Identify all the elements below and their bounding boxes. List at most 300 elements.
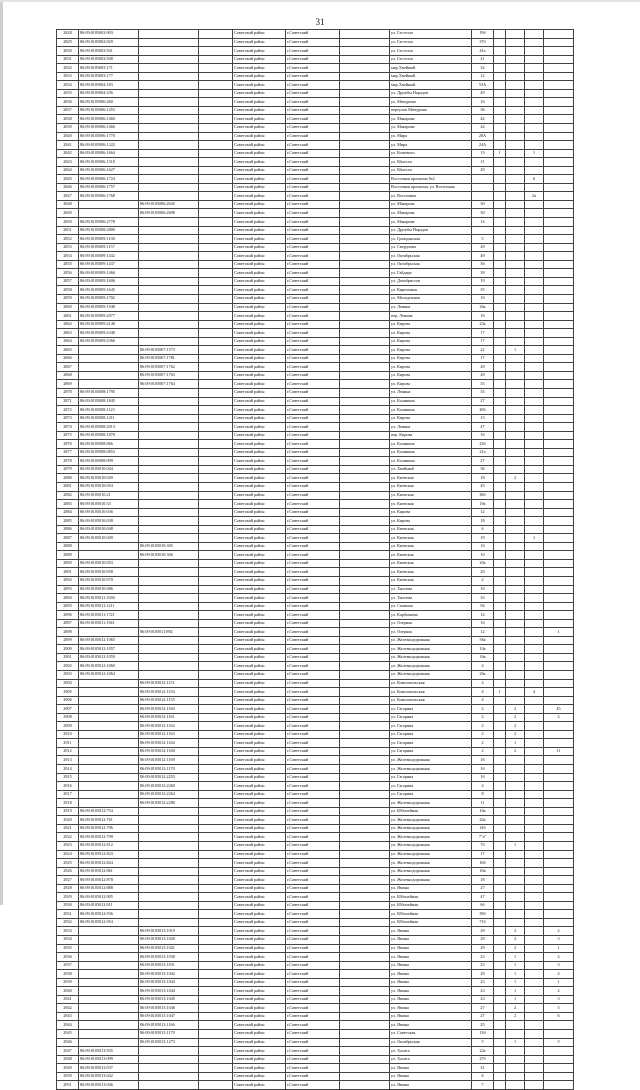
house-cell: 16: [472, 98, 494, 107]
extra-a-cell: [506, 243, 525, 252]
flat-cell: [494, 500, 506, 509]
table-row: [57, 517, 574, 526]
street-cell: ул. Макарова: [390, 218, 472, 227]
flat-cell: [494, 166, 506, 175]
cadastral-number-cell: 86:09:0105006:2778: [79, 218, 139, 227]
row-number-cell: 2844: [57, 166, 79, 175]
empty-cell: [199, 953, 233, 962]
street-cell: ул. Киевская: [390, 500, 472, 509]
row-number-cell: 2924: [57, 850, 79, 859]
cadastral-number-cell: 86:09:0105012:754: [79, 807, 139, 816]
extra-c-cell: [544, 1055, 574, 1064]
house-cell: 27б: [472, 1055, 494, 1064]
empty-cell: [199, 628, 233, 637]
flat-cell: [494, 124, 506, 133]
sub-cadastral-number-cell: [139, 72, 199, 81]
extra-b-cell: [525, 218, 544, 227]
district-cell: Советский район: [233, 89, 286, 98]
sub-cadastral-number-cell: [139, 833, 199, 842]
extra-c-cell: [544, 517, 574, 526]
street-cell: ул. Ямина: [390, 1021, 472, 1030]
street-cell: ул. Киевская: [390, 534, 472, 543]
extra-c-cell: [544, 47, 574, 56]
extra-a-cell: [506, 850, 525, 859]
district-cell: Советский район: [233, 645, 286, 654]
street-cell: ул. Киевская: [390, 568, 472, 577]
house-cell: 4: [472, 782, 494, 791]
empty-cell: [340, 431, 390, 440]
flat-cell: [494, 585, 506, 594]
extra-b-cell: [525, 406, 544, 415]
district-cell: Советский район: [233, 953, 286, 962]
district-cell: Советский район: [233, 141, 286, 150]
empty-cell: [199, 440, 233, 449]
street-cell: ул. Железнодорожная: [390, 765, 472, 774]
row-number-cell: 2946: [57, 1038, 79, 1047]
city-cell: г.Советский: [286, 354, 340, 363]
sub-cadastral-number-cell: [139, 124, 199, 133]
extra-b-cell: 4: [525, 688, 544, 697]
extra-b-cell: [525, 577, 544, 586]
table-row: [57, 1055, 574, 1064]
street-cell: ул. Ямина: [390, 978, 472, 987]
flat-cell: [494, 1029, 506, 1038]
flat-cell: [494, 106, 506, 115]
cadastral-number-cell: 86:09:0105009:2148: [79, 320, 139, 329]
table-row: [57, 406, 574, 415]
empty-cell: [340, 457, 390, 466]
row-number-cell: 2934: [57, 935, 79, 944]
extra-a-cell: [506, 141, 525, 150]
empty-cell: [199, 1072, 233, 1081]
house-cell: 16: [472, 585, 494, 594]
extra-a-cell: [506, 235, 525, 244]
cadastral-number-cell: 86:09:0105006:1466: [79, 124, 139, 133]
flat-cell: [494, 55, 506, 64]
street-cell: ул. Восточная: [390, 192, 472, 201]
city-cell: г.Советский: [286, 1064, 340, 1073]
empty-cell: [340, 448, 390, 457]
empty-cell: [199, 662, 233, 671]
sub-cadastral-number-cell: [139, 901, 199, 910]
sub-cadastral-number-cell: [139, 662, 199, 671]
table-row: [57, 448, 574, 457]
extra-a-cell: 1: [506, 970, 525, 979]
street-cell: ул. Мира: [390, 132, 472, 141]
empty-cell: [199, 730, 233, 739]
district-cell: Советский район: [233, 961, 286, 970]
extra-a-cell: [506, 72, 525, 81]
extra-b-cell: [525, 243, 544, 252]
city-cell: г.Советский: [286, 594, 340, 603]
sub-cadastral-number-cell: [139, 448, 199, 457]
cadastral-number-cell: 86:09:0105010:21: [79, 491, 139, 500]
district-cell: Советский район: [233, 859, 286, 868]
house-cell: 27: [472, 397, 494, 406]
empty-cell: [340, 38, 390, 47]
row-number-cell: 2888: [57, 542, 79, 551]
sub-cadastral-number-cell: [139, 876, 199, 885]
extra-a-cell: [506, 465, 525, 474]
empty-cell: [199, 927, 233, 936]
empty-cell: [340, 465, 390, 474]
city-cell: г.Советский: [286, 1055, 340, 1064]
district-cell: Советский район: [233, 320, 286, 329]
house-cell: 39: [472, 269, 494, 278]
extra-a-cell: [506, 354, 525, 363]
street-cell: ул. Дружбы Народов: [390, 89, 472, 98]
empty-cell: [340, 183, 390, 192]
table-row: [57, 175, 574, 184]
empty-cell: [340, 286, 390, 295]
extra-a-cell: [506, 380, 525, 389]
flat-cell: [494, 72, 506, 81]
sub-cadastral-number-cell: 86:09:0105012:1154: [139, 688, 199, 697]
house-cell: 56а: [472, 636, 494, 645]
flat-cell: [494, 910, 506, 919]
city-cell: г.Советский: [286, 602, 340, 611]
extra-a-cell: [506, 602, 525, 611]
flat-cell: [494, 636, 506, 645]
extra-b-cell: [525, 602, 544, 611]
extra-c-cell: [544, 474, 574, 483]
house-cell: 29: [472, 243, 494, 252]
sub-cadastral-number-cell: [139, 235, 199, 244]
cadastral-number-cell: 86:09:0105009:1702: [79, 294, 139, 303]
extra-c-cell: [544, 876, 574, 885]
city-cell: г.Советский: [286, 252, 340, 261]
extra-c-cell: [544, 910, 574, 919]
cadastral-number-cell: 86:09:0105009:1466: [79, 269, 139, 278]
house-cell: 17: [472, 337, 494, 346]
empty-cell: [199, 1038, 233, 1047]
extra-a-cell: [506, 619, 525, 628]
district-cell: Советский район: [233, 602, 286, 611]
cadastral-number-cell: 86:09:0105012:954: [79, 918, 139, 927]
empty-cell: [199, 1004, 233, 1013]
district-cell: Советский район: [233, 782, 286, 791]
street-cell: ул. Железнодорожная: [390, 816, 472, 825]
extra-a-cell: 2: [506, 722, 525, 731]
extra-a-cell: [506, 423, 525, 432]
empty-cell: [199, 354, 233, 363]
cadastral-number-cell: 86:09:0105012:905: [79, 893, 139, 902]
house-cell: 41а: [472, 47, 494, 56]
extra-c-cell: [544, 491, 574, 500]
extra-c-cell: [544, 414, 574, 423]
house-cell: 36: [472, 106, 494, 115]
house-cell: 14: [472, 218, 494, 227]
city-cell: г.Советский: [286, 64, 340, 73]
empty-cell: [340, 1038, 390, 1047]
extra-a-cell: [506, 294, 525, 303]
extra-b-cell: [525, 585, 544, 594]
table-row: [57, 765, 574, 774]
extra-a-cell: 1: [506, 987, 525, 996]
flat-cell: [494, 645, 506, 654]
empty-cell: [340, 918, 390, 927]
extra-a-cell: [506, 260, 525, 269]
extra-a-cell: [506, 688, 525, 697]
table-row: [57, 525, 574, 534]
table-row: [57, 739, 574, 748]
table-row: [57, 995, 574, 1004]
street-cell: ул. Киевская: [390, 542, 472, 551]
table-row: [57, 89, 574, 98]
empty-cell: [199, 363, 233, 372]
cadastral-number-cell: 86:09:0105012:1064: [79, 671, 139, 680]
sub-cadastral-number-cell: [139, 1064, 199, 1073]
table-row: [57, 944, 574, 953]
sub-cadastral-number-cell: [139, 457, 199, 466]
flat-cell: [494, 98, 506, 107]
flat-cell: [494, 1072, 506, 1081]
extra-b-cell: [525, 935, 544, 944]
empty-cell: [340, 978, 390, 987]
page-number: 31: [315, 17, 325, 27]
table-row: [57, 850, 574, 859]
cadastral-number-cell: 86:09:0105009:1157: [79, 243, 139, 252]
table-row: [57, 799, 574, 808]
row-number-cell: 2919: [57, 807, 79, 816]
empty-cell: [199, 294, 233, 303]
empty-cell: [199, 739, 233, 748]
flat-cell: [494, 671, 506, 680]
city-cell: г.Советский: [286, 876, 340, 885]
empty-cell: [340, 98, 390, 107]
flat-cell: [494, 867, 506, 876]
extra-a-cell: [506, 525, 525, 534]
extra-b-cell: [525, 474, 544, 483]
district-cell: Советский район: [233, 218, 286, 227]
extra-c-cell: [544, 294, 574, 303]
cadastral-number-cell: 86:09:0105009:2340: [79, 329, 139, 338]
flat-cell: [494, 158, 506, 167]
empty-cell: [199, 209, 233, 218]
row-number-cell: 2836: [57, 98, 79, 107]
extra-b-cell: [525, 1021, 544, 1030]
cadastral-number-cell: 86:09:0105013:046: [79, 1081, 139, 1090]
extra-c-cell: [544, 525, 574, 534]
extra-a-cell: 1: [506, 841, 525, 850]
sub-cadastral-number-cell: [139, 525, 199, 534]
empty-cell: [340, 106, 390, 115]
empty-cell: [340, 739, 390, 748]
empty-cell: [340, 72, 390, 81]
street-cell: ул. Ямина: [390, 987, 472, 996]
sub-cadastral-number-cell: 86:09:0105013:1020: [139, 935, 199, 944]
district-cell: Советский район: [233, 252, 286, 261]
cadastral-number-cell: [79, 209, 139, 218]
street-cell: ул. Озерная: [390, 619, 472, 628]
house-cell: 18: [472, 517, 494, 526]
table-row: [57, 927, 574, 936]
table-row: [57, 534, 574, 543]
empty-cell: [199, 671, 233, 680]
sub-cadastral-number-cell: [139, 636, 199, 645]
extra-b-cell: [525, 346, 544, 355]
city-cell: г.Советский: [286, 1004, 340, 1013]
row-number-cell: 2879: [57, 465, 79, 474]
sub-cadastral-number-cell: 86:09:0105013:1031: [139, 961, 199, 970]
city-cell: г.Советский: [286, 799, 340, 808]
extra-c-cell: [544, 81, 574, 90]
district-cell: Советский район: [233, 55, 286, 64]
flat-cell: [494, 406, 506, 415]
street-cell: ул. Железнодорожная: [390, 859, 472, 868]
cadastral-number-cell: [79, 995, 139, 1004]
empty-cell: [199, 106, 233, 115]
district-cell: Советский район: [233, 1064, 286, 1073]
extra-c-cell: [544, 243, 574, 252]
sub-cadastral-number-cell: 86:09:0105013:1043: [139, 978, 199, 987]
sub-cadastral-number-cell: [139, 465, 199, 474]
row-number-cell: 2859: [57, 294, 79, 303]
sub-cadastral-number-cell: [139, 653, 199, 662]
district-cell: Советский район: [233, 200, 286, 209]
row-number-cell: 2949: [57, 1064, 79, 1073]
city-cell: г.Советский: [286, 363, 340, 372]
extra-c-cell: [544, 756, 574, 765]
flat-cell: [494, 901, 506, 910]
street-cell: ул. Железнодорожная: [390, 671, 472, 680]
empty-cell: [340, 388, 390, 397]
city-cell: г.Советский: [286, 662, 340, 671]
empty-cell: [340, 782, 390, 791]
empty-cell: [199, 525, 233, 534]
district-cell: Советский район: [233, 824, 286, 833]
house-cell: 19: [472, 277, 494, 286]
row-number-cell: 2858: [57, 286, 79, 295]
empty-cell: [340, 166, 390, 175]
street-cell: ул. Гагарина: [390, 773, 472, 782]
empty-cell: [340, 859, 390, 868]
city-cell: г.Советский: [286, 841, 340, 850]
table-row: [57, 1012, 574, 1021]
empty-cell: [199, 978, 233, 987]
empty-cell: [340, 696, 390, 705]
extra-a-cell: [506, 859, 525, 868]
row-number-cell: 2910: [57, 730, 79, 739]
cadastral-number-cell: 86:09:0105010:33: [79, 500, 139, 509]
extra-b-cell: [525, 713, 544, 722]
city-cell: г.Советский: [286, 158, 340, 167]
extra-c-cell: 1: [544, 628, 574, 637]
extra-a-cell: [506, 867, 525, 876]
sub-cadastral-number-cell: 86:09:0105012:1168: [139, 747, 199, 756]
house-cell: 6: [472, 1072, 494, 1081]
city-cell: г.Советский: [286, 132, 340, 141]
table-row: [57, 294, 574, 303]
house-cell: 4: [472, 688, 494, 697]
table-row: [57, 978, 574, 987]
extra-a-cell: [506, 765, 525, 774]
cadastral-number-cell: [79, 1029, 139, 1038]
empty-cell: [340, 893, 390, 902]
street-cell: ул. Киевская: [390, 491, 472, 500]
extra-a-cell: [506, 440, 525, 449]
street-cell: ул. Октябрьская: [390, 1038, 472, 1047]
extra-a-cell: 1: [506, 1038, 525, 1047]
district-cell: Советский район: [233, 730, 286, 739]
flat-cell: [494, 423, 506, 432]
table-row: [57, 756, 574, 765]
cadastral-number-cell: 86:09:0105012:823: [79, 850, 139, 859]
extra-c-cell: [544, 1072, 574, 1081]
flat-cell: [494, 1021, 506, 1030]
extra-b-cell: [525, 106, 544, 115]
table-row: [57, 1081, 574, 1090]
flat-cell: [494, 440, 506, 449]
extra-b-cell: [525, 995, 544, 1004]
street-cell: ул. Калинина: [390, 448, 472, 457]
house-cell: 5: [472, 235, 494, 244]
street-cell: ул. Ленина: [390, 303, 472, 312]
row-number-cell: 2875: [57, 431, 79, 440]
extra-a-cell: [506, 756, 525, 765]
extra-b-cell: [525, 141, 544, 150]
city-cell: г.Советский: [286, 671, 340, 680]
flat-cell: [494, 559, 506, 568]
empty-cell: [340, 901, 390, 910]
district-cell: Советский район: [233, 841, 286, 850]
street-cell: ул. Октябрьская: [390, 260, 472, 269]
table-row: [57, 243, 574, 252]
empty-cell: [199, 371, 233, 380]
extra-c-cell: [544, 141, 574, 150]
empty-cell: [340, 406, 390, 415]
cadastral-number-cell: 86:09:0105013:099: [79, 1055, 139, 1064]
row-number-cell: 2928: [57, 884, 79, 893]
house-cell: 2: [472, 739, 494, 748]
empty-cell: [199, 705, 233, 714]
empty-cell: [199, 935, 233, 944]
flat-cell: [494, 397, 506, 406]
extra-a-cell: [506, 286, 525, 295]
flat-cell: [494, 320, 506, 329]
street-cell: ул. Озерная: [390, 628, 472, 637]
table-row: [57, 491, 574, 500]
extra-b-cell: [525, 72, 544, 81]
extra-c-cell: 6: [544, 1012, 574, 1021]
empty-cell: [199, 756, 233, 765]
flat-cell: [494, 294, 506, 303]
sub-cadastral-number-cell: 86:09:0105007:1764: [139, 380, 199, 389]
flat-cell: [494, 619, 506, 628]
district-cell: Советский район: [233, 312, 286, 321]
street-cell: переулок Мичурина: [390, 106, 472, 115]
district-cell: Советский район: [233, 166, 286, 175]
extra-c-cell: [544, 1021, 574, 1030]
empty-cell: [199, 773, 233, 782]
row-number-cell: 2922: [57, 833, 79, 842]
city-cell: г.Советский: [286, 824, 340, 833]
row-number-cell: 2892: [57, 577, 79, 586]
cadastral-number-cell: [79, 354, 139, 363]
empty-cell: [199, 568, 233, 577]
house-cell: 7"а": [472, 833, 494, 842]
cadastral-number-cell: 86:09:0105008:1123: [79, 406, 139, 415]
flat-cell: [494, 482, 506, 491]
street-cell: ул. Гагарина: [390, 790, 472, 799]
empty-cell: [340, 124, 390, 133]
house-cell: [472, 183, 494, 192]
row-number-cell: 2849: [57, 209, 79, 218]
table-row: [57, 671, 574, 680]
extra-c-cell: [544, 98, 574, 107]
table-row: [57, 602, 574, 611]
cadastral-number-cell: 86:09:0105011:1030: [79, 594, 139, 603]
